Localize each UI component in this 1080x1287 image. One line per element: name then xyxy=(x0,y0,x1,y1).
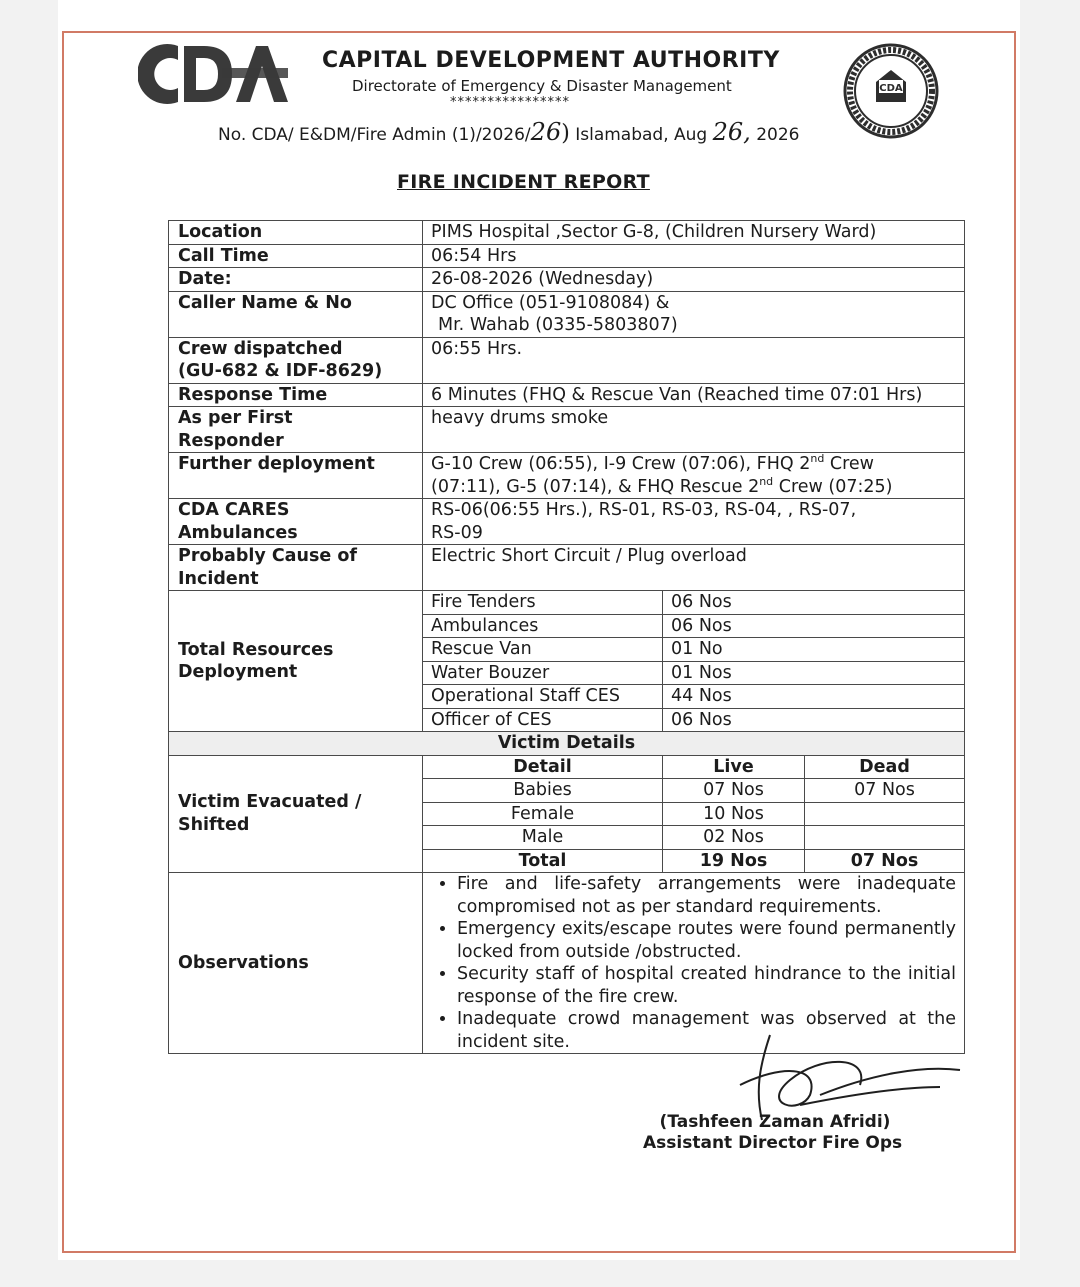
row-caller xyxy=(169,291,965,337)
further-line-2-sup: nd xyxy=(759,474,774,488)
location-value: PIMS Hospital ,Sector G-8, (Children Nursery Ward) xyxy=(423,221,965,245)
resource-name: Water Bouzer xyxy=(423,661,663,685)
resource-name: Fire Tenders xyxy=(423,591,663,615)
row-first-responder xyxy=(169,407,965,453)
first-responder-label-line-2: Responder xyxy=(178,430,284,451)
row-location xyxy=(169,221,965,245)
resources-label-line-2: Deployment xyxy=(178,662,298,682)
reference-handwritten: 26 xyxy=(530,118,562,146)
resource-name: Ambulances xyxy=(423,614,663,638)
observation-item: • Emergency exits/escape routes were found permanently locked from outside /obstructed. xyxy=(457,918,956,963)
directorate-name: Directorate of Emergency & Disaster Management xyxy=(352,77,732,95)
first-responder-label xyxy=(169,407,423,453)
row-response-time xyxy=(169,383,965,407)
signatory-name: (Tashfeen Zaman Afridi) xyxy=(659,1112,891,1132)
caller-value xyxy=(423,291,965,337)
reference-number: No. CDA/ E&DM/Fire Admin (1)/2026/ xyxy=(218,125,531,145)
issue-year: 2026 xyxy=(756,125,800,145)
crew-label-line-2: (GU-682 & IDF-8629) xyxy=(178,361,383,381)
row-cause xyxy=(169,545,965,591)
crew-label xyxy=(169,337,423,383)
victim-total-dead: 07 Nos xyxy=(805,849,965,873)
victim-header-row xyxy=(169,755,965,779)
row-crew-dispatched xyxy=(169,337,965,383)
ambulances-label xyxy=(169,499,423,545)
row-further-deployment xyxy=(169,453,965,499)
victim-section-header xyxy=(169,732,965,756)
row-ambulances xyxy=(169,499,965,545)
response-value: 6 Minutes (FHQ & Rescue Van (Reached time 07:01 Hrs) xyxy=(423,383,965,407)
ambulances-label-line-1: CDA CARES xyxy=(178,500,290,520)
call-time-label: Call Time xyxy=(169,244,423,268)
victim-total-live: 19 Nos xyxy=(663,849,805,873)
cause-label xyxy=(169,545,423,591)
victim-detail: Female xyxy=(423,802,663,826)
further-line-2-tail: Crew (07:25) xyxy=(773,476,893,497)
victim-detail: Babies xyxy=(423,779,663,803)
first-responder-value: heavy drums smoke xyxy=(423,407,965,453)
victim-total-label: Total xyxy=(423,849,663,873)
victim-detail: Male xyxy=(423,826,663,850)
reference-line: No. CDA/ E&DM/Fire Admin (1)/2026/26) Islamabad, Aug 26, 2026 xyxy=(218,118,800,146)
caller-line-1: DC Office (051-9108084) & xyxy=(431,292,670,313)
further-line-2-text: (07:11), G-5 (07:14), & FHQ Rescue 2 xyxy=(431,476,760,497)
first-responder-label-line-1: As per First xyxy=(178,408,293,428)
observation-item: • Security staff of hospital created hindrance to the initial response of the fire crew. xyxy=(457,963,956,1008)
resource-qty: 01 Nos xyxy=(663,661,965,685)
resource-qty: 01 No xyxy=(663,638,965,662)
resource-qty: 06 Nos xyxy=(663,614,965,638)
signature xyxy=(700,1025,970,1125)
victim-live: 07 Nos xyxy=(663,779,805,803)
ambulances-value xyxy=(423,499,965,545)
row-date xyxy=(169,268,965,292)
victims-label-line-2: Shifted xyxy=(178,814,250,835)
further-line-1-sup: nd xyxy=(810,452,825,466)
cda-logo xyxy=(138,38,288,110)
date-label: Date: xyxy=(169,268,423,292)
crew-value: 06:55 Hrs. xyxy=(423,337,965,383)
resource-name: Operational Staff CES xyxy=(423,685,663,709)
ambulances-line-2: RS-09 xyxy=(431,522,483,543)
incident-table xyxy=(168,220,965,1054)
victim-dead: 07 Nos xyxy=(805,779,965,803)
resource-row xyxy=(169,591,965,615)
cause-label-line-1: Probably Cause of xyxy=(178,546,357,566)
further-line-1-text: G-10 Crew (06:55), I-9 Crew (07:06), FHQ 2 xyxy=(431,454,811,474)
caller-line-2: Mr. Wahab (0335-5803807) xyxy=(438,315,678,335)
cause-value: Electric Short Circuit / Plug overload xyxy=(423,545,965,591)
location-label: Location xyxy=(169,221,423,245)
col-dead: Dead xyxy=(805,755,965,779)
signatory-designation: Assistant Director Fire Ops xyxy=(643,1133,903,1153)
further-line-1 xyxy=(431,453,964,476)
victim-dead xyxy=(805,826,965,850)
resource-name: Rescue Van xyxy=(423,638,663,662)
caller-label: Caller Name & No xyxy=(169,291,423,337)
date-value: 26-08-2026 (Wednesday) xyxy=(423,268,965,292)
issue-day-handwritten: 26, xyxy=(712,118,751,146)
victim-live: 10 Nos xyxy=(663,802,805,826)
response-label: Response Time xyxy=(169,383,423,407)
resource-qty: 44 Nos xyxy=(663,685,965,709)
victim-section-title: Victim Details xyxy=(169,732,965,756)
cause-label-line-2: Incident xyxy=(178,568,259,589)
ambulances-label-line-2: Ambulances xyxy=(178,522,298,543)
issue-place: Islamabad, Aug xyxy=(575,125,708,145)
further-label: Further deployment xyxy=(169,453,423,499)
observation-item: • Inadequate crowd management was observed at the incident site. xyxy=(457,1008,956,1053)
call-time-value: 06:54 Hrs xyxy=(423,244,965,268)
report-title: FIRE INCIDENT REPORT xyxy=(397,171,650,193)
ambulances-line-1: RS-06(06:55 Hrs.), RS-01, RS-03, RS-04, , RS-07, xyxy=(431,500,857,520)
further-line-1-tail: Crew xyxy=(824,454,874,474)
victims-label xyxy=(169,755,423,873)
col-detail: Detail xyxy=(423,755,663,779)
row-call-time xyxy=(169,244,965,268)
victim-live: 02 Nos xyxy=(663,826,805,850)
resources-label xyxy=(169,591,423,732)
further-line-2 xyxy=(431,476,964,499)
resources-label-line-1: Total Resources xyxy=(178,639,334,660)
department-seal-icon xyxy=(838,42,944,140)
victims-label-line-1: Victim Evacuated / xyxy=(178,792,362,813)
header-divider-stars: **************** xyxy=(450,95,570,110)
victim-dead xyxy=(805,802,965,826)
observations-label: Observations xyxy=(169,873,423,1054)
further-value xyxy=(423,453,965,499)
resource-qty: 06 Nos xyxy=(663,591,965,615)
resource-name: Officer of CES xyxy=(423,708,663,732)
seal-text: CDA xyxy=(879,83,903,94)
org-name: CAPITAL DEVELOPMENT AUTHORITY xyxy=(322,48,780,73)
observation-item: • Fire and life-safety arrangements were inadequate compromised not as per standard requirements. xyxy=(457,873,956,918)
crew-label-line-1: Crew dispatched xyxy=(178,338,343,359)
resource-qty: 06 Nos xyxy=(663,708,965,732)
col-live: Live xyxy=(663,755,805,779)
